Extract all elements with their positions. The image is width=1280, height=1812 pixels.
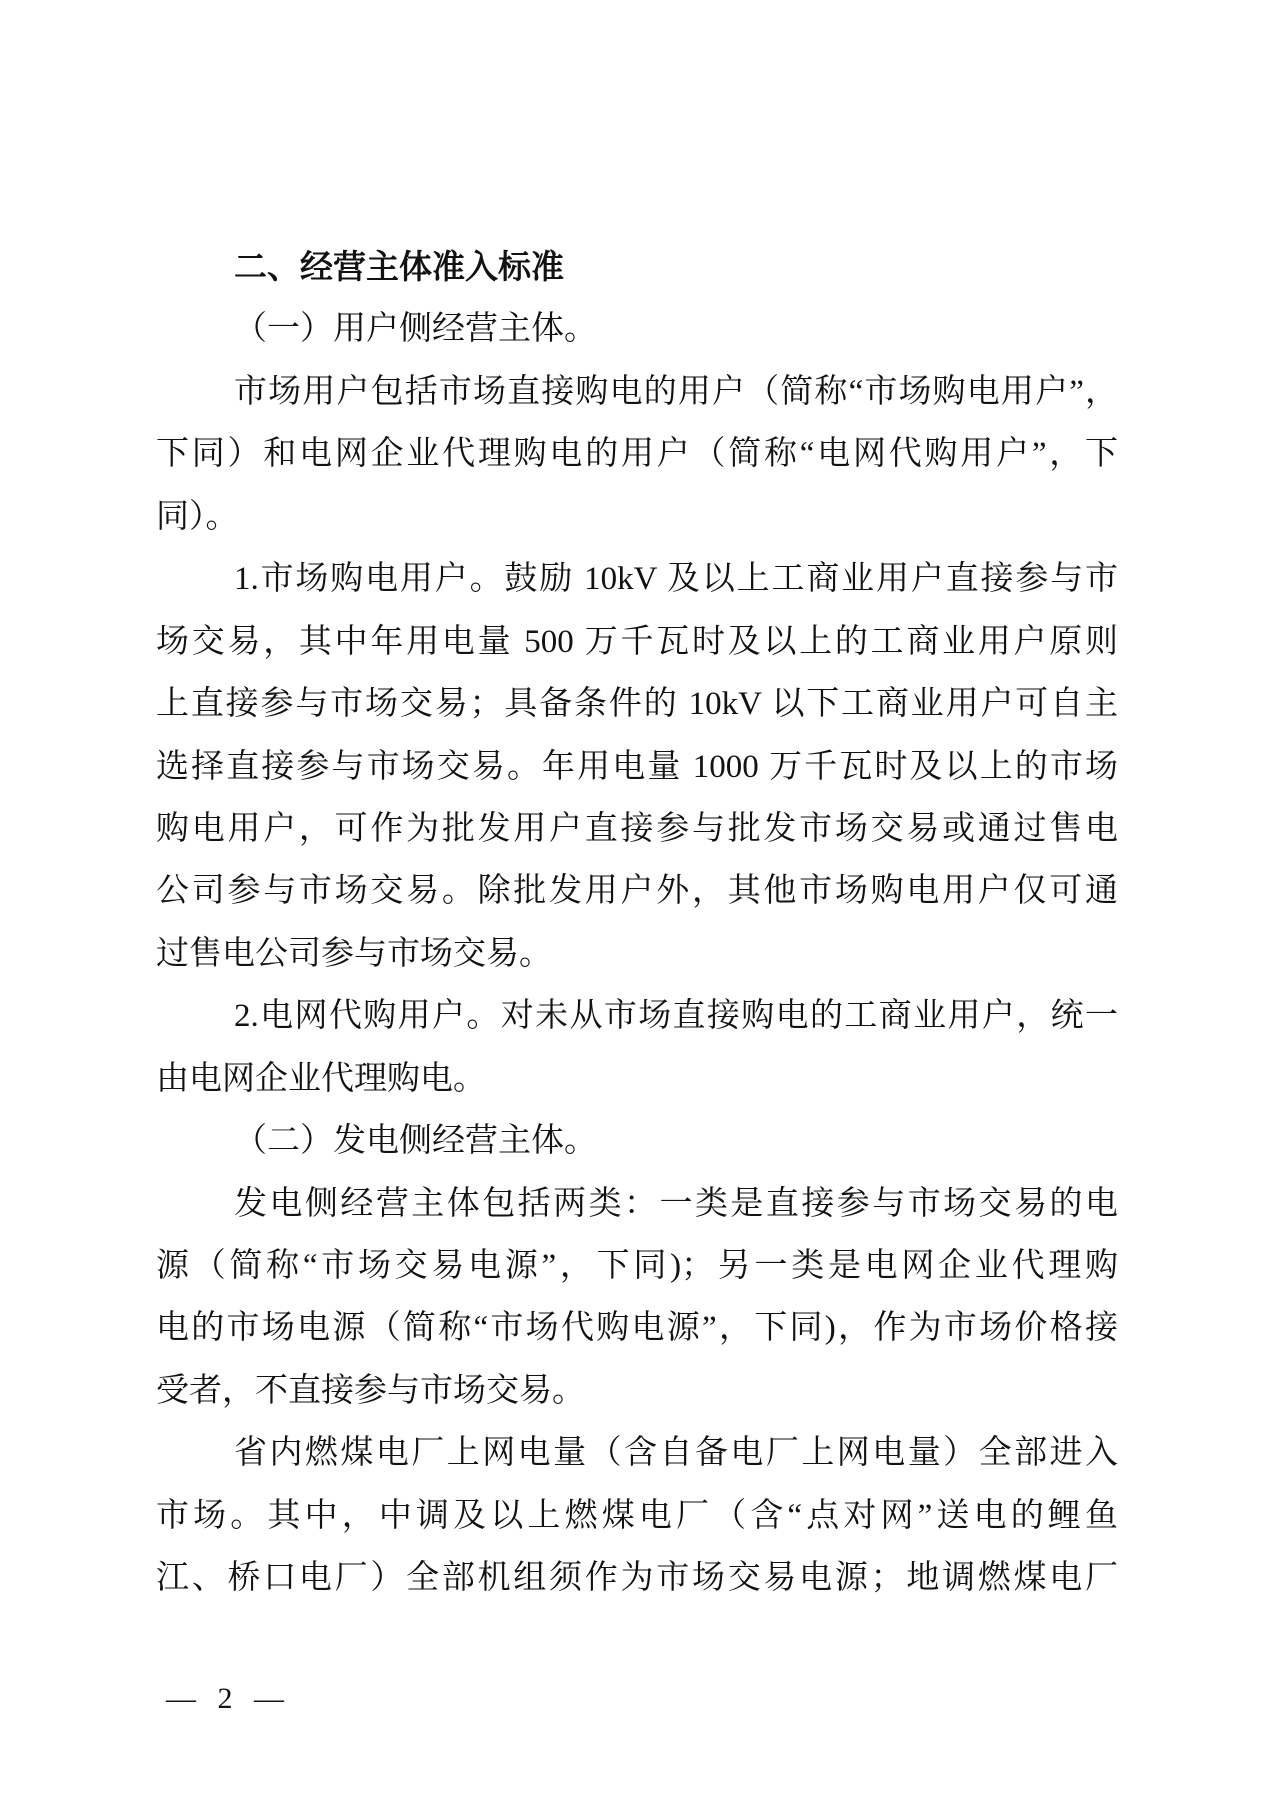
paragraph-line: 选择直接参与市场交易。年用电量 1000 万千瓦时及以上的市场 xyxy=(156,748,1119,785)
paragraph-line: 同）。 xyxy=(156,498,239,535)
page-number: — 2 — xyxy=(166,1682,286,1715)
subsection-heading-generation-side: （二）发电侧经营主体。 xyxy=(234,1123,597,1160)
paragraph-line: 公司参与市场交易。除批发用户外，其他市场购电用户仅可通 xyxy=(156,873,1118,910)
paragraph-line: 购电用户，可作为批发用户直接参与批发市场交易或通过售电 xyxy=(156,810,1118,847)
paragraph-line: 源（简称“市场交易电源”，下同)；另一类是电网企业代理购 xyxy=(156,1248,1118,1284)
paragraph-line: 省内燃煤电厂上网电量（含自备电厂上网电量）全部进入 xyxy=(234,1435,1118,1472)
section-heading: 二、经营主体准入标准 xyxy=(234,247,564,286)
paragraph-line: 发电侧经营主体包括两类：一类是直接参与市场交易的电 xyxy=(234,1185,1118,1222)
paragraph-line: 上直接参与市场交易；具备条件的 10kV 以下工商业用户可自主 xyxy=(156,686,1118,723)
paragraph-line: 场交易，其中年用电量 500 万千瓦时及以上的工商业用户原则 xyxy=(156,623,1118,660)
document-body xyxy=(156,236,1118,1610)
paragraph-line: 过售电公司参与市场交易。 xyxy=(156,935,552,972)
paragraph-line: 下同）和电网企业代理购电的用户（简称“电网代购用户”，下 xyxy=(156,436,1118,473)
subsection-heading-user-side: （一）用户侧经营主体。 xyxy=(234,311,597,348)
paragraph-line: 市场。其中，中调及以上燃煤电厂（含“点对网”送电的鲤鱼 xyxy=(156,1497,1118,1534)
paragraph-line: 受者，不直接参与市场交易。 xyxy=(156,1372,585,1409)
paragraph-line: 江、桥口电厂）全部机组须作为市场交易电源；地调燃煤电厂 xyxy=(156,1560,1118,1597)
paragraph-line: 电的市场电源（简称“市场代购电源”，下同)，作为市场价格接 xyxy=(156,1310,1118,1347)
paragraph-line: 2.电网代购用户。对未从市场直接购电的工商业用户，统一 xyxy=(234,998,1118,1035)
paragraph-line: 市场用户包括市场直接购电的用户（简称“市场购电用户”， xyxy=(234,373,1118,410)
paragraph-line: 由电网企业代理购电。 xyxy=(156,1060,486,1097)
paragraph-line: 1.市场购电用户。鼓励 10kV 及以上工商业用户直接参与市 xyxy=(234,561,1118,598)
